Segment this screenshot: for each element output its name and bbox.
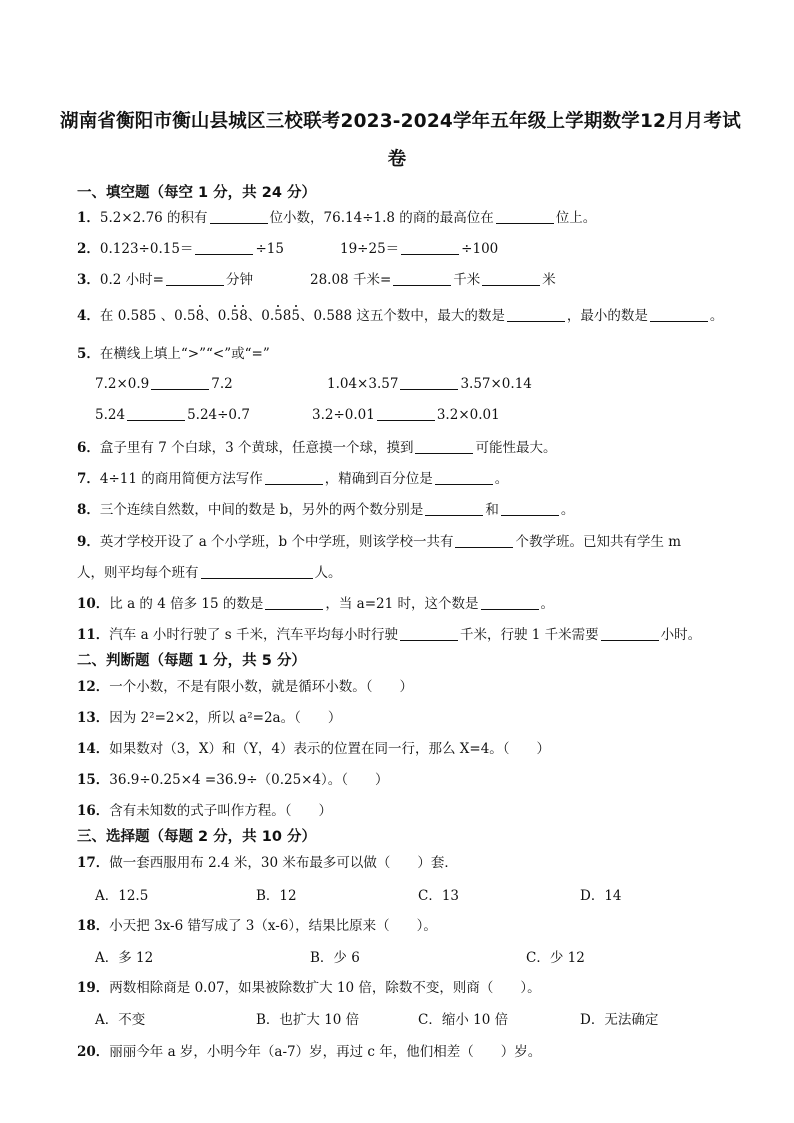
question-number: 15．: [77, 772, 110, 788]
question-number: 14．: [77, 741, 110, 757]
answer-blank[interactable]: [393, 271, 451, 286]
question-17: [77, 851, 458, 871]
answer-blank[interactable]: [151, 375, 209, 390]
question-text: 5.2×2.76 的积有: [99, 210, 208, 226]
question-text: 0.123÷0.15＝: [99, 241, 194, 257]
choice-a[interactable]: A．不变: [95, 1012, 146, 1028]
question-number: 7．: [77, 471, 100, 487]
choice-b[interactable]: B．少 6: [310, 950, 360, 966]
question-text: 在 0.585 、0.5: [99, 308, 196, 324]
question-text: 因为 2²=2×2，所以 a²=2a。（ ）: [109, 710, 342, 726]
question-9: [77, 530, 681, 550]
question-20: [77, 1040, 541, 1060]
question-text: ，最小的数是: [566, 308, 648, 324]
repeating-digit: 5: [291, 308, 300, 324]
answer-blank[interactable]: [265, 470, 323, 485]
question-text: 8: [282, 308, 292, 324]
repeating-digit: 5: [230, 308, 240, 324]
question-text: 盒子里有 7 个白球，3 个黄球，任意摸一个球，摸到: [99, 440, 414, 456]
question-text: 0.2 小时=: [99, 272, 164, 288]
question-text: 、0.: [204, 308, 231, 324]
question-7: [77, 467, 508, 487]
section-fill-blank: 一、填空题（每空 1 分，共 24 分）: [77, 185, 316, 201]
question-number: 18．: [77, 918, 110, 934]
answer-blank[interactable]: [415, 439, 473, 454]
answer-blank[interactable]: [425, 501, 483, 516]
title-line-2: 卷: [387, 149, 407, 170]
answer-blank[interactable]: [455, 533, 513, 548]
choice-a[interactable]: A．12.5: [95, 888, 149, 904]
question-text: 。: [709, 308, 724, 324]
answer-blank[interactable]: [435, 470, 493, 485]
question-number: 17．: [77, 855, 110, 871]
question-15: [77, 768, 389, 788]
repeating-digit: 5: [274, 308, 283, 324]
answer-blank[interactable]: [377, 406, 435, 421]
question-text: 英才学校开设了 a 个小学班，b 个中学班，则该学校一共有: [99, 534, 454, 550]
repeating-digit: 8: [195, 308, 205, 324]
question-text: 4÷11 的商用简便方法写作: [99, 471, 263, 487]
question-text: 人，则平均每个班有: [77, 565, 199, 581]
choice-a[interactable]: A．多 12: [95, 950, 154, 966]
question-number: 3．: [77, 272, 100, 288]
question-number: 6．: [77, 440, 100, 456]
answer-blank[interactable]: [601, 626, 659, 641]
question-number: 13．: [77, 710, 110, 726]
question-text: 、0.588 这五个数中，最大的数是: [299, 308, 505, 324]
page-title: [60, 103, 741, 179]
answer-blank[interactable]: [265, 595, 323, 610]
question-number: 1．: [77, 210, 100, 226]
question-6: [77, 436, 556, 456]
question-8: [77, 498, 574, 518]
compare-item: 3.2÷0.01 3.2×0.01: [312, 407, 500, 423]
compare-item: 1.04×3.57 3.57×0.14: [327, 376, 532, 392]
question-text: ÷100: [461, 241, 499, 257]
question-text: 做一套西服用布 2.4 米，30 米布最多可以做（ ）套．: [109, 855, 458, 871]
question-text: 小天把 3x-6 错写成了 3（x-6），结果比原来（ ）。: [109, 918, 437, 934]
question-13: [77, 706, 341, 726]
answer-blank[interactable]: [195, 240, 253, 255]
question-text: 分钟: [225, 272, 253, 288]
question-text: 人。: [314, 565, 342, 581]
answer-blank[interactable]: [507, 307, 565, 322]
question-text: 汽车 a 小时行驶了 s 千米，汽车平均每小时行驶: [109, 627, 398, 643]
compare-item: 7.2×0.9 7.2: [95, 376, 233, 392]
answer-blank[interactable]: [481, 595, 539, 610]
question-text: 两数相除商是 0.07，如果被除数扩大 10 倍，除数不变，则商（ ）。: [109, 980, 541, 996]
question-text: 三个连续自然数，中间的数是 b，另外的两个数分别是: [99, 502, 424, 518]
question-text: ÷15: [255, 241, 284, 257]
choice-d[interactable]: D．14: [580, 888, 622, 904]
answer-blank[interactable]: [210, 209, 268, 224]
question-text: 28.08 千米=: [310, 272, 392, 288]
question-text: 。: [494, 471, 509, 487]
question-number: 19．: [77, 980, 110, 996]
question-number: 4．: [77, 308, 100, 324]
question-number: 11．: [77, 627, 110, 643]
question-text: ，当 a=21 时，这个数是: [325, 596, 479, 612]
question-text: 位上。: [555, 210, 597, 226]
answer-blank[interactable]: [400, 375, 458, 390]
question-number: 2．: [77, 241, 100, 257]
answer-blank[interactable]: [496, 209, 554, 224]
question-3: [77, 268, 253, 288]
choice-b[interactable]: B．12: [256, 888, 297, 904]
question-number: 5．: [77, 346, 100, 362]
question-text: 米: [542, 272, 556, 288]
choice-c[interactable]: C．少 12: [526, 950, 585, 966]
choice-b[interactable]: B．也扩大 10 倍: [256, 1012, 360, 1028]
question-text: 。: [560, 502, 575, 518]
question-text: 比 a 的 4 倍多 15 的数是: [109, 596, 264, 612]
answer-blank[interactable]: [501, 501, 559, 516]
question-text: 丽丽今年 a 岁，小明今年（a-7）岁，再过 c 年，他们相差（ ）岁。: [109, 1044, 542, 1060]
question-text: 19÷25＝: [340, 241, 400, 257]
question-2: [77, 237, 284, 257]
question-11: [77, 623, 701, 643]
question-text: ，精确到百分位是: [324, 471, 433, 487]
choice-c[interactable]: C．13: [418, 888, 460, 904]
question-text: 小时。: [660, 627, 702, 643]
answer-blank[interactable]: [650, 307, 708, 322]
answer-blank[interactable]: [401, 240, 459, 255]
question-19: [77, 976, 541, 996]
question-text: 36.9÷0.25×4 =36.9÷（0.25×4）。（ ）: [109, 772, 389, 788]
question-text: 千米: [453, 272, 481, 288]
question-text: 和: [485, 502, 499, 518]
answer-blank[interactable]: [400, 626, 458, 641]
question-number: 16．: [77, 803, 110, 819]
question-3-part-2: [310, 268, 556, 288]
choice-c[interactable]: C．缩小 10 倍: [418, 1012, 509, 1028]
question-number: 8．: [77, 502, 100, 518]
repeating-digit: 8: [239, 308, 248, 324]
compare-item: 5.24 5.24÷0.7: [95, 407, 250, 423]
choice-d[interactable]: D．无法确定: [580, 1012, 659, 1028]
question-text: 位小数，76.14÷1.8 的商的最高位在: [269, 210, 494, 226]
question-10: [77, 592, 554, 612]
question-14: [77, 737, 550, 757]
question-text: 。: [540, 596, 554, 612]
title-line-1: 湖南省衡阳市衡山县城区三校联考2023-2024学年五年级上学期数学12月月考试: [60, 111, 741, 132]
question-18: [77, 914, 437, 934]
answer-blank[interactable]: [127, 406, 185, 421]
question-12: [77, 675, 413, 695]
question-text: 一个小数，不是有限小数，就是循环小数。（ ）: [109, 679, 414, 695]
question-9-continued: [77, 561, 342, 581]
question-16: [77, 799, 332, 819]
question-text: 个教学班。已知共有学生 m: [515, 534, 682, 550]
question-text: 在横线上填上“>”“<”或“=”: [99, 346, 270, 362]
question-text: 千米，行驶 1 千米需要: [459, 627, 599, 643]
question-4: [77, 304, 723, 324]
answer-blank[interactable]: [482, 271, 540, 286]
section-multiple-choice: 三、选择题（每题 2 分，共 10 分）: [77, 829, 316, 845]
question-text: 可能性最大。: [475, 440, 557, 456]
answer-blank[interactable]: [166, 271, 224, 286]
section-true-false: 二、判断题（每题 1 分，共 5 分）: [77, 653, 306, 669]
question-text: 、0.: [247, 308, 275, 324]
question-text: 如果数对（3，X）和（Y，4）表示的位置在同一行，那么 X=4。（ ）: [109, 741, 551, 757]
question-5: [77, 342, 270, 362]
question-number: 9．: [77, 534, 100, 550]
question-number: 20．: [77, 1044, 110, 1060]
question-text: 含有未知数的式子叫作方程。（ ）: [109, 803, 333, 819]
question-number: 12．: [77, 679, 110, 695]
answer-blank[interactable]: [201, 564, 313, 579]
question-1: [77, 206, 596, 226]
question-number: 10．: [77, 596, 110, 612]
question-2-part-2: [340, 237, 498, 257]
